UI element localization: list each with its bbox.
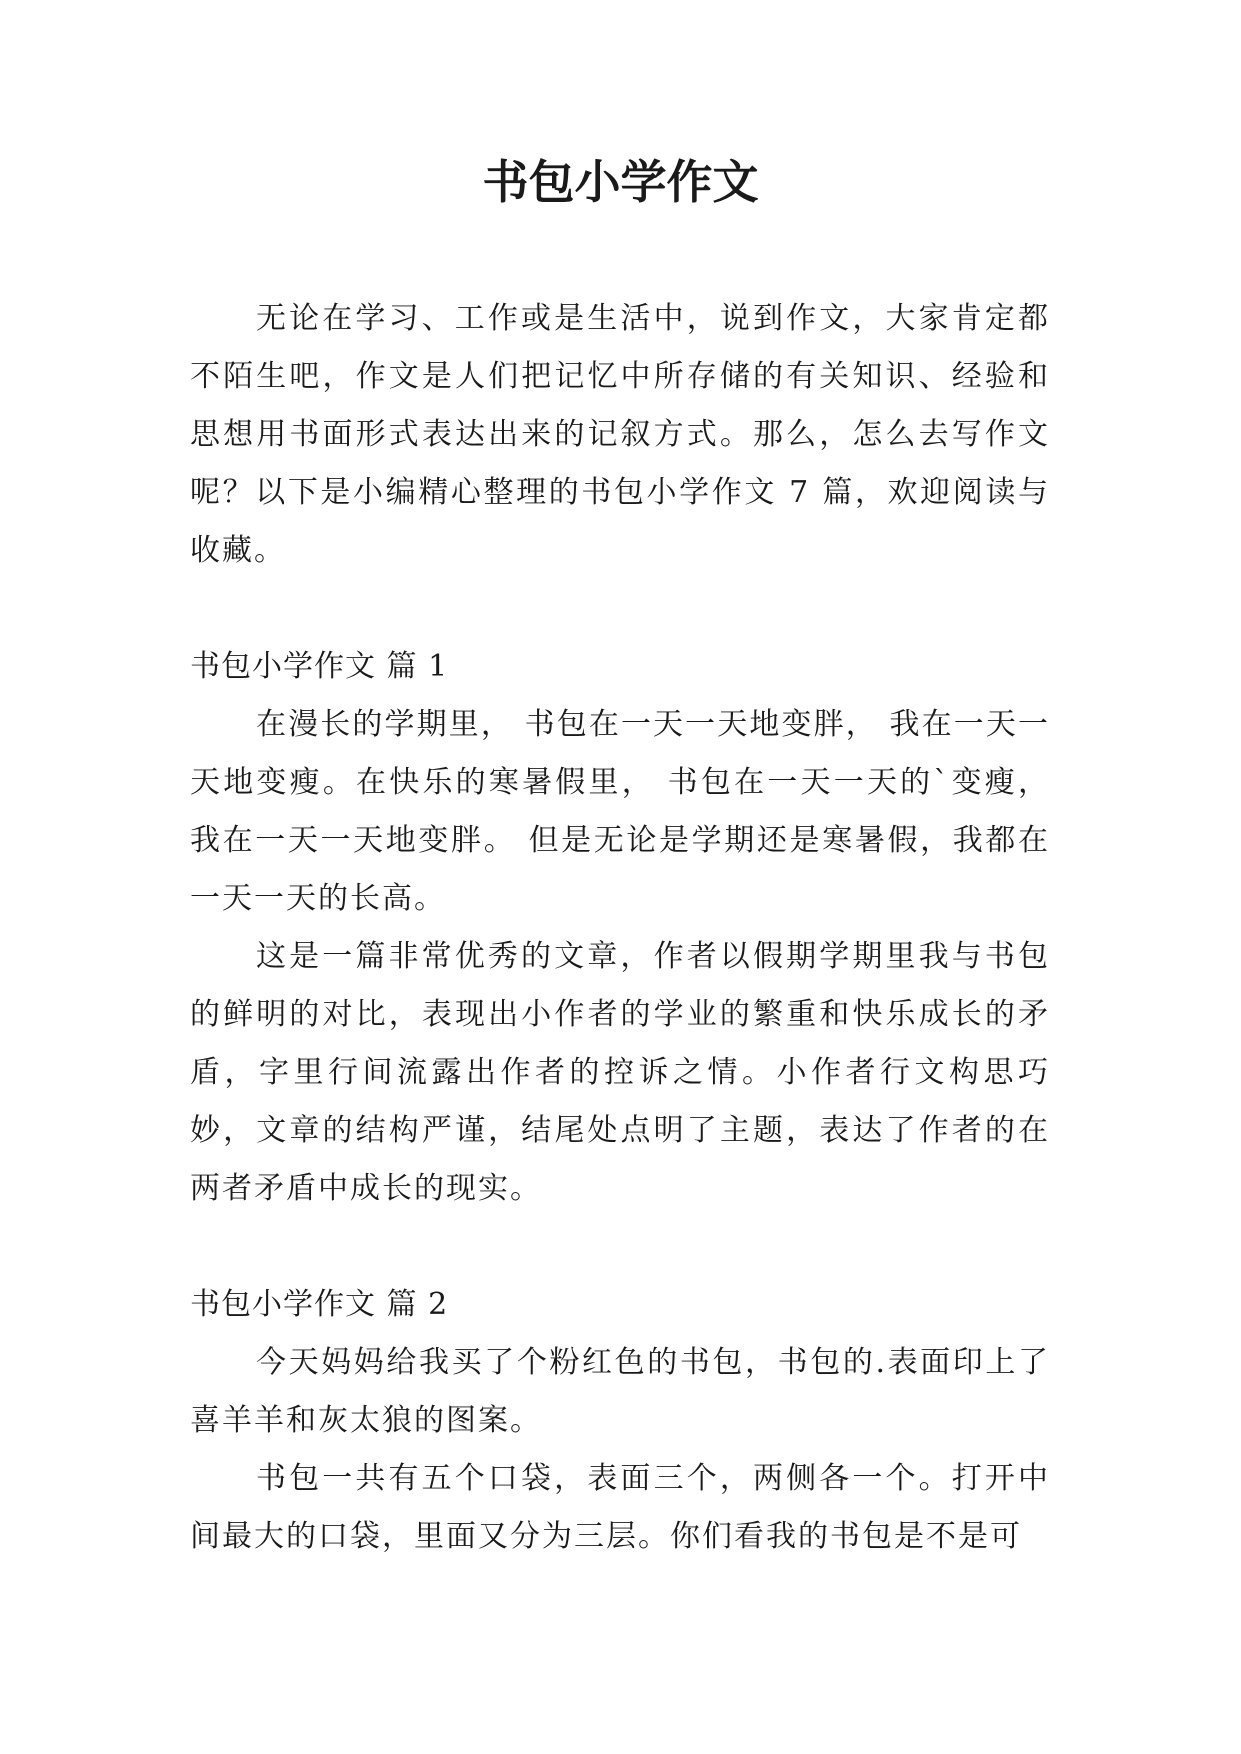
- section-1: [190, 638, 1050, 1218]
- section-paragraph: 在漫长的学期里， 书包在一天一天地变胖， 我在一天一天地变瘦。在快乐的寒暑假里， 书包在一天一天的`变瘦， 我在一天一天地变胖。 但是无论是学期还是寒暑假，我都在一天一天的长高。: [190, 707, 1050, 916]
- section-paragraph: 这是一篇非常优秀的文章，作者以假期学期里我与书包的鲜明的对比，表现出小作者的学业的繁重和快乐成长的矛盾，字里行间流露出作者的控诉之情。小作者行文构思巧妙，文章的结构严谨，结尾处点明了主题，表达了作者的在两者矛盾中成长的现实。: [190, 939, 1050, 1206]
- intro-paragraph: 无论在学习、工作或是生活中，说到作文，大家肯定都不陌生吧，作文是人们把记忆中所存储的有关知识、经验和思想用书面形式表达出来的记叙方式。那么，怎么去写作文呢？以下是小编精心整理的书包小学作文 7 篇，欢迎阅读与收藏。: [190, 301, 1050, 568]
- section-heading: 书包小学作文 篇 2: [190, 1287, 449, 1322]
- section-gap: [190, 1218, 1050, 1276]
- section-gap: [190, 580, 1050, 638]
- document-body: [190, 290, 1050, 1566]
- section-heading: 书包小学作文 篇 1: [190, 649, 449, 684]
- section-paragraph: 今天妈妈给我买了个粉红色的书包，书包的.表面印上了喜羊羊和灰太狼的图案。: [190, 1345, 1050, 1438]
- document-title: 书包小学作文: [482, 155, 759, 209]
- section-paragraph: 书包一共有五个口袋，表面三个，两侧各一个。打开中间最大的口袋，里面又分为三层。你们看我的书包是不是可: [190, 1461, 1050, 1554]
- section-2: [190, 1276, 1050, 1566]
